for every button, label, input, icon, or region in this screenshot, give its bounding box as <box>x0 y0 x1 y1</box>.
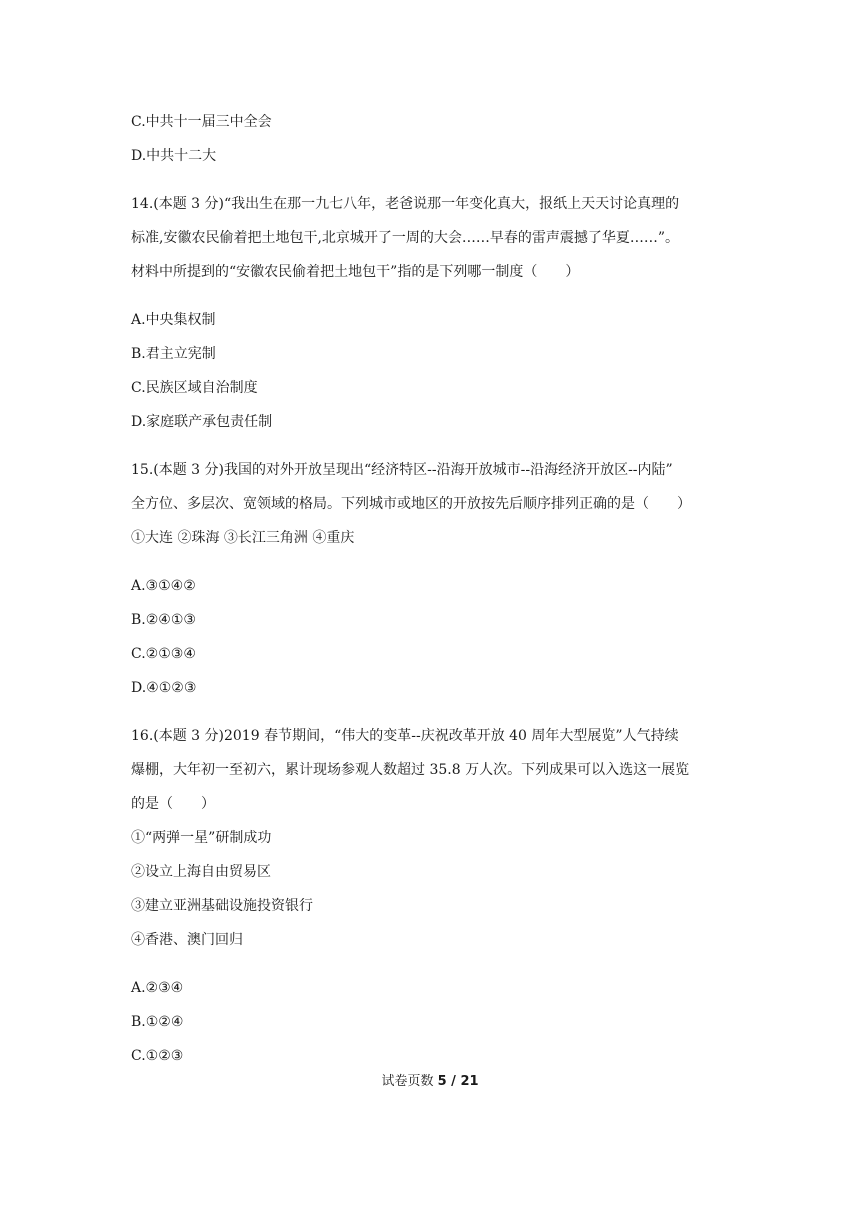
q15-stem-line-2: 全方位、多层次、宽领域的格局。下列城市或地区的开放按先后顺序排列正确的是（ ） <box>131 496 691 512</box>
q15-stem-line-3: ①大连 ②珠海 ③长江三角洲 ④重庆 <box>131 530 355 546</box>
q15-option-b: B.②④①③ <box>131 612 196 628</box>
q16-item-4: ④香港、澳门回归 <box>131 932 243 948</box>
q16-stem-line-1: 16.(本题 3 分)2019 春节期间，“伟大的变革--庆祝改革开放 40 周年大型展览”人气持续 <box>131 728 679 744</box>
q14-stem-line-1: 14.(本题 3 分)“我出生在那一九七八年，老爸说那一年变化真大，报纸上天天讨论真理的 <box>131 196 680 212</box>
q16-item-3: ③建立亚洲基础设施投资银行 <box>131 898 313 914</box>
q15-stem-line-1: 15.(本题 3 分)我国的对外开放呈现出“经济特区--沿海开放城市--沿海经济开放区--内陆” <box>131 462 673 478</box>
q16-option-b: B.①②④ <box>131 1014 184 1030</box>
q16-item-1: ①“两弹一星”研制成功 <box>131 830 272 846</box>
q16-stem-line-2: 爆棚，大年初一至初六，累计现场参观人数超过 35.8 万人次。下列成果可以入选这一展览 <box>131 762 690 778</box>
q14-option-a: A.中央集权制 <box>131 312 216 328</box>
q14-stem-line-3: 材料中所提到的“安徽农民偷着把土地包干”指的是下列哪一制度（ ） <box>131 264 580 280</box>
q14-stem-line-2: 标准,安徽农民偷着把土地包干,北京城开了一周的大会……早春的雷声震撼了华夏……”。 <box>131 230 680 246</box>
q16-item-2: ②设立上海自由贸易区 <box>131 864 271 880</box>
footer-label: 试卷页数 <box>381 1074 434 1089</box>
q15-option-d: D.④①②③ <box>131 680 197 696</box>
q14-option-b: B.君主立宪制 <box>131 346 216 362</box>
q16-option-c: C.①②③ <box>131 1048 184 1064</box>
q14-option-d: D.家庭联产承包责任制 <box>131 414 273 430</box>
q15-option-c: C.②①③④ <box>131 646 196 662</box>
q16-option-a: A.②③④ <box>131 980 184 996</box>
q16-stem-line-3: 的是（ ） <box>131 796 215 812</box>
q13-option-c: C.中共十一届三中全会 <box>131 114 272 130</box>
page-footer <box>0 1073 860 1091</box>
q14-option-c: C.民族区域自治制度 <box>131 380 258 396</box>
q15-option-a: A.③①④② <box>131 578 196 594</box>
page-number: 5 / 21 <box>437 1074 479 1089</box>
q13-option-d: D.中共十二大 <box>131 148 217 164</box>
